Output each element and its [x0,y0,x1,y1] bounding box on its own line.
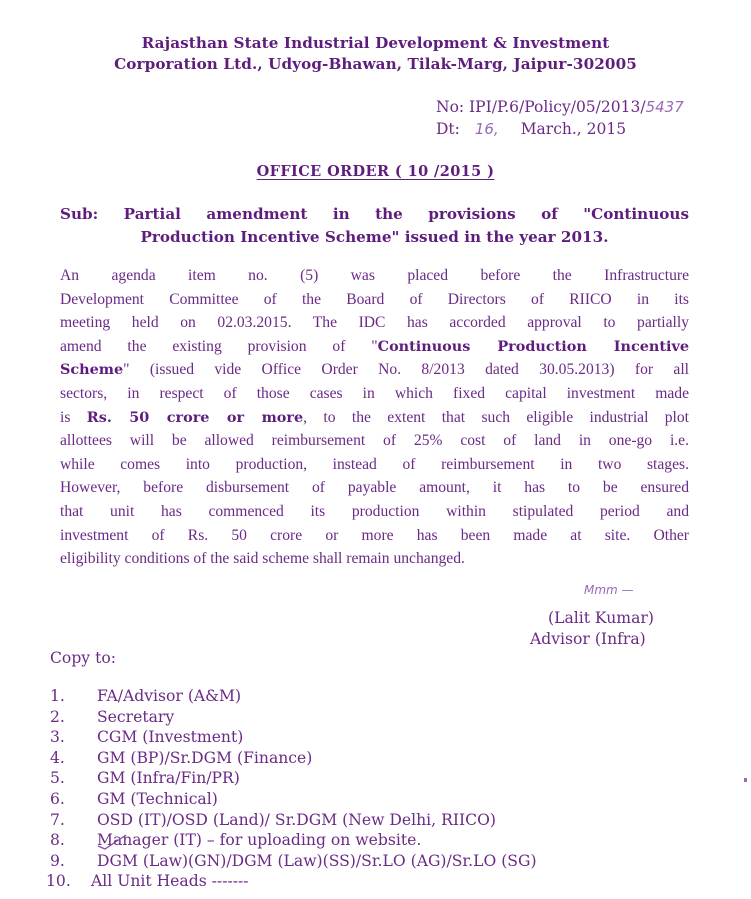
list-item [50,810,537,831]
body-paragraph [60,264,689,571]
list-item-number: 10. [46,872,71,891]
list-item-number: 5. [50,769,65,788]
date-label: Dt: [436,120,460,138]
body-line: that unit has commenced its production within stipulated period and [60,502,689,520]
list-item-text: CGM (Investment) [97,728,244,747]
signatory-designation: Advisor (Infra) [530,630,646,648]
list-item [50,686,537,707]
list-item-text: DGM (Law)(GN)/DGM (Law)(SS)/Sr.LO (AG)/Sr.LO (SG) [97,851,537,870]
list-item [50,830,537,851]
letterhead [0,33,751,75]
body-line [60,406,689,430]
checkmark-icon [96,832,134,850]
body-line: meeting held on 02.03.2015. The IDC has accorded approval to partially [60,314,689,332]
body-text: , to the extent that such eligible industrial plot [303,408,690,426]
body-line: investment of Rs. 50 crore or more has been made at site. Other [60,526,689,544]
list-item-text: All Unit Heads ------- [91,872,249,891]
handwritten-signature: Mmm — [584,583,634,597]
list-item-number: 9. [50,851,65,870]
list-item-text: GM (BP)/Sr.DGM (Finance) [97,748,313,767]
body-text: is [60,408,87,426]
list-item-number: 1. [50,687,65,705]
body-line: eligibility conditions of the said scheme shall remain unchanged. [60,550,465,568]
list-item [46,871,537,892]
letterhead-line-2: Corporation Ltd., Udyog-Bhawan, Tilak-Marg, Jaipur-302005 [114,55,637,73]
body-text: " (issued vide Office Order No. 8/2013 dated 30.05.2013) for all [123,361,689,379]
subject-line-2: Production Incentive Scheme" issued in the year 2013. [140,228,609,246]
body-line: sectors, in respect of those cases in which fixed capital investment made [60,384,689,402]
reference-date [436,118,684,140]
list-item-number: 8. [50,831,65,850]
letterhead-line-1: Rajasthan State Industrial Development & Investment [141,34,610,52]
office-order-title [0,163,751,181]
copy-to-list [46,686,537,892]
body-line [60,358,689,382]
body-line: Development Committee of the Board of Directors of RIICO in its [60,290,689,308]
list-item-text: GM (Infra/Fin/PR) [97,769,240,788]
list-item [50,727,537,748]
body-line: However, before disbursement of payable amount, it has to be ensured [60,479,689,497]
body-line: while comes into production, instead of reimbursement in two stages. [60,455,689,473]
body-line [60,335,689,359]
scheme-name-bold: Continuous Production Incentive [377,337,689,355]
reference-number [436,96,684,118]
list-item [50,707,537,728]
reference-number-prefix: No: IPI/P.6/Policy/05/2013/ [436,98,646,116]
list-item-number: 3. [50,728,65,747]
list-item-number: 2. [50,707,65,726]
date-month-year: March., 2015 [520,120,627,138]
copy-to-label: Copy to: [50,649,116,667]
list-item-text: Secretary [97,707,175,726]
body-line: An agenda item no. (5) was placed before the Infrastructure [60,267,689,284]
list-item-text: FA/Advisor (A&M) [97,687,242,705]
reference-number-handwritten: 5437 [645,98,684,116]
signature-block [530,608,710,650]
body-line: allottees will be allowed reimbursement of 25% cost of land in one-go i.e. [60,432,689,450]
list-item [50,851,537,872]
investment-threshold-bold: Rs. 50 crore or more [86,408,304,426]
list-item-text: GM (Technical) [97,789,218,808]
subject-line-1: Sub: Partial amendment in the provisions of "Continuous [60,205,689,223]
signatory-name: (Lalit Kumar) [548,609,654,627]
list-item [50,748,537,769]
scan-speck [744,778,747,782]
subject [60,203,689,249]
body-text: amend the existing provision of " [60,337,378,355]
list-item [50,789,537,810]
date-day-handwritten: 16, [474,120,499,138]
scheme-name-bold: Scheme [60,361,124,379]
office-order-title-text: OFFICE ORDER ( 10 /2015 ) [256,163,495,180]
reference-block [436,96,684,140]
list-item [50,768,537,789]
list-item-text: Manager (IT) – for uploading on website. [97,831,422,850]
list-item-number: 6. [50,789,65,808]
list-item-number: 7. [50,810,65,829]
list-item-number: 4. [50,748,65,767]
list-item-text: OSD (IT)/OSD (Land)/ Sr.DGM (New Delhi, RIICO) [97,810,496,829]
